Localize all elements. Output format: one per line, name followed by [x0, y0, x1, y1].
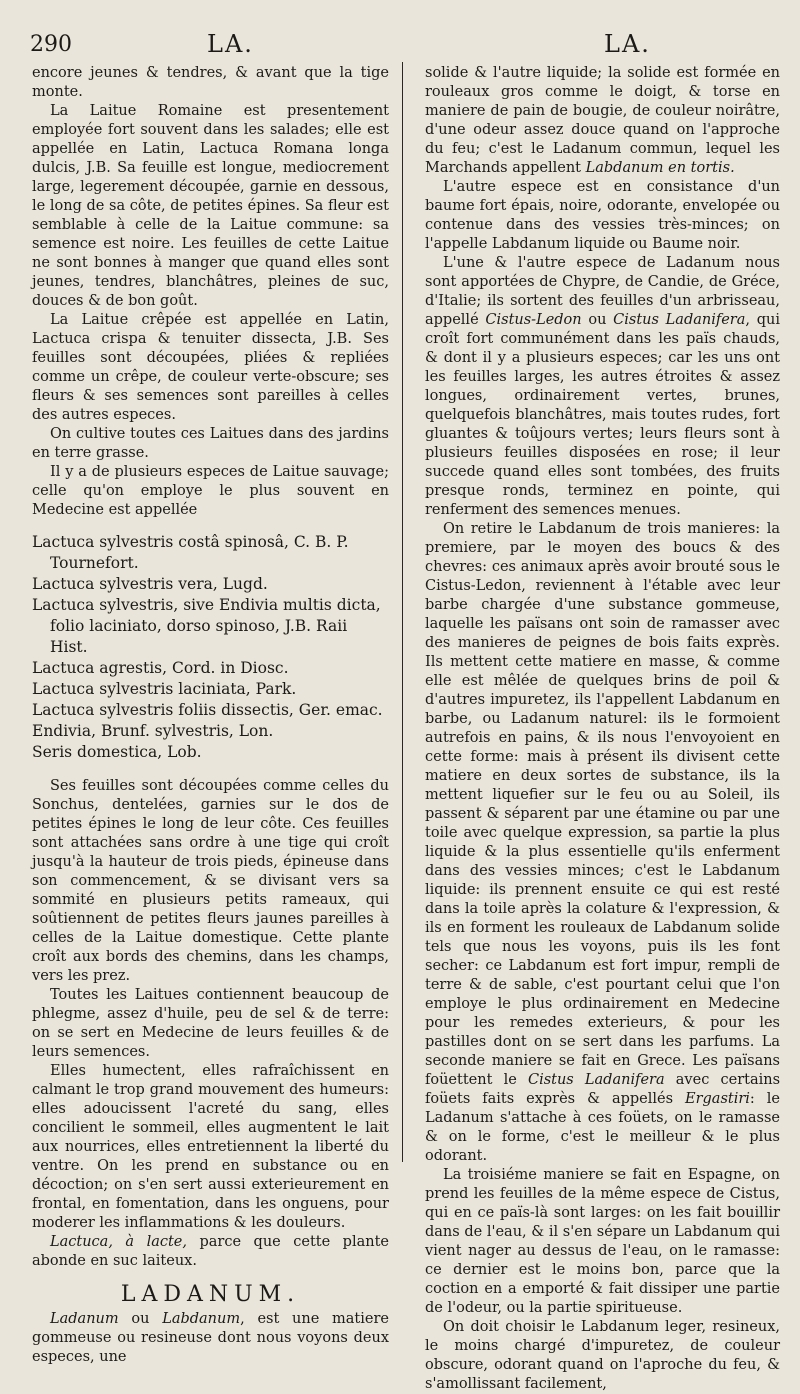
paragraph: Toutes les Laitues contiennent beaucoup de phlegme, assez d'huile, peu de sel & de terre: on se sert en Medecine de leurs feuilles & de leurs semences.: [32, 987, 389, 1060]
etymology-text: parce que cette plante abonde en suc laiteux.: [32, 1234, 389, 1269]
term-italic: Labdanum: [162, 1311, 241, 1327]
term-italic: Cistus Ladanifera: [613, 312, 746, 328]
synonym-latin: Lactuca sylvestris vera: [32, 575, 213, 593]
text-run: ou: [118, 1311, 163, 1327]
synonym-list: [32, 532, 389, 763]
term-italic: Cistus Ladanifera: [527, 1072, 665, 1088]
left-running-title: LA.: [207, 30, 254, 58]
synonym-entry: [32, 574, 389, 595]
text-run: L'une & l'autre espece de Ladanum nous sont apportées de Chypre, de Candie, de Gréce, d'Italie; ils sortent des feuilles d'un arbrisseau, appellé: [425, 255, 780, 328]
synonym-latin: Lactuca sylvestris foliis dissectis: [32, 701, 289, 719]
paragraph: La Laitue crêpée est appellée en Latin, Lactuca crispa & tenuiter dissecta, J.B. Ses feuilles sont découpées, pliées & repliées comme un crêpe, de couleur verte-obscure; ses fleurs & ses semences sont pareilles à celles des autres especes.: [32, 312, 389, 423]
synonym-latin: Lactuca sylvestris, sive Endivia multis dicta, folio laciniato, dorso spinoso: [32, 596, 381, 635]
paragraph: [425, 64, 780, 178]
synonym-latin: Seris domestica: [32, 743, 158, 761]
term-italic: Ladanum: [50, 1311, 119, 1327]
paragraph: [32, 1310, 389, 1367]
right-running-title: LA.: [604, 30, 651, 58]
paragraph: La troisiéme maniere se fait en Espagne, on prend les feuilles de la même espece de Cistus, qui en ce païs-là sont larges: on les fait bouillir dans de l'eau, & il s'en sépare un Labdanum qui vient nager au dessus de l'eau, on le ramasse: ce dernier est le moins bon, parce que la coction en a emporté & fait dissiper une partie de l'odeur, ou la partie spiritueuse.: [425, 1167, 780, 1316]
synonym-latin: Lactuca agrestis: [32, 659, 163, 677]
synonym-entry: [32, 742, 389, 763]
column-divider: [402, 62, 403, 1162]
synonym-latin: Endivia: [32, 722, 92, 740]
paragraph: La Laitue Romaine est presentement employée fort souvent dans les salades; elle est appellée en Latin, Lactuca Romana longa dulcis, J.B. Sa feuille est longue, mediocrement large, legerement découpée, garnie en dessous, le long de sa côte, de petites épines. Sa fleur est semblable à celle de la Laitue commune: sa semence est noire. Les feuilles de cette Laitue ne sont bonnes à manger que quand elles sont jeunes, tendres, blanchâtres, pleines de suc, douces & de bon goût.: [32, 103, 389, 309]
synonym-latin: Lactuca sylvestris laciniata: [32, 680, 246, 698]
page-number: 290: [30, 32, 72, 57]
text-run: ou: [581, 312, 614, 328]
term-italic: Labdanum en tortis.: [585, 160, 735, 176]
section-heading: LADANUM.: [120, 1282, 301, 1307]
synonym-reference: , Lob.: [157, 743, 202, 761]
left-column: [32, 64, 389, 1367]
synonym-entry: [32, 700, 389, 721]
paragraph: Il y a de plusieurs especes de Laitue sauvage; celle qu'on employe le plus souvent en Medecine est appellée: [32, 464, 389, 518]
running-header: [0, 30, 800, 64]
etymology-italic: Lactuca, à lacte,: [50, 1234, 187, 1250]
text-run: , qui croît fort communément dans les païs chauds, & dont il y a plusieurs especes; car les uns ont les feuilles larges, les autres étroites & assez longues, ordinairement vertes, brunes, quelquefois blanchâtres, mais toutes rudes, fort gluantes & toûjours vertes; leurs fleurs sont à plusieurs feuilles disposées en rose; il leur succede quand elles sont tombées, des fruits presque ronds, terminez en pointe, qui renferment des semences menues.: [425, 312, 780, 518]
synonym-entry: [32, 679, 389, 700]
synonym-entry: [32, 658, 389, 679]
synonym-reference: , Cord. in Diosc.: [162, 659, 289, 677]
paragraph: [425, 520, 780, 1166]
synonym-reference: , Brunf. sylvestris, Lon.: [91, 722, 274, 740]
paragraph: L'autre espece est en consistance d'un baume fort épais, noire, odorante, envelopée ou contenue dans des vessies très-minces; on l'appelle Labdanum liquide ou Baume noir.: [425, 179, 780, 252]
right-column: [425, 64, 780, 1394]
synonym-reference: , J.B. Raii Hist.: [50, 617, 348, 656]
text-run: On retire le Labdanum de trois manieres: la premiere, par le moyen des boucs & des chevres: ces animaux après avoir brouté sous le Cistus-Ledon, reviennent à l'étable avec leur barbe chargée d'une substance gommeuse, laquelle les païsans ont soin de ramasser avec des manieres de peignes de bois faits exprès. Ils mettent cette matiere en masse, & comme elle est mêlée de quelques brins de poil & d'autres impuretez, ils l'appellent Labdanum en barbe, ou Ladanum naturel: ils le formoient autrefois en pains, & ils nous l'envoyoient en cette forme: mais à présent ils divisent cette matiere en deux sortes de substance, ils la mettent liquefier sur le feu ou au Soleil, ils passent & séparent par une étamine ou par une toile avec quelque expression, sa partie la plus liquide & la plus essentielle qu'ils enferment dans des vessies minces; c'est le Labdanum liquide: ils prennent ensuite ce qui est resté dans la toile après la colature & l'expression, & ils en forment les rouleaux de Labdanum solide tels que nous les voyons, puis ils les font secher: ce Labdanum est fort impur, rempli de terre & de sable, c'est pourtant celui que l'on employe le plus ordinairement en Medecine pour les remedes exterieurs, & pour les pastilles dont on se sert dans les parfums. La seconde maniere se fait en Grece. Les païsans foüettent le: [425, 521, 780, 1088]
synonym-reference: , C. B. P. Tournefort.: [50, 533, 349, 572]
paragraph: Elles humectent, elles rafraîchissent en calmant le trop grand mouvement des humeurs: elles adoucissent l'acreté du sang, elles concilient le sommeil, elles augmentent le lait aux nourrices, elles entretiennent la liberté du ventre. On les prend en substance ou en décoction; on s'en sert aussi exterieurement en frontal, en fomentation, dans les onguens, pour moderer les inflammations & les douleurs.: [32, 1063, 389, 1231]
synonym-entry: [32, 532, 389, 574]
text-run: solide & l'autre liquide; la solide est formée en rouleaux gros comme le doigt, & torse en maniere de pain de bougie, de couleur noirâtre, d'une odeur assez douce quand on l'approche du feu; c'est le Ladanum commun, lequel les Marchands appellent: [425, 65, 780, 176]
synonym-reference: , Park.: [245, 680, 297, 698]
synonym-entry: [32, 721, 389, 742]
text-run: avec certains foüets faits exprès & appellés: [425, 1072, 781, 1107]
paragraph: On cultive toutes ces Laitues dans des jardins en terre grasse.: [32, 426, 389, 461]
paragraph: [32, 1233, 389, 1271]
synonym-entry: [32, 595, 389, 658]
term-italic: Ergastiri: [685, 1091, 750, 1107]
text-run: : le Ladanum s'attache à ces foüets, on le ramasse & on le forme, c'est le meilleur & le plus odorant.: [425, 1091, 780, 1164]
paragraph: Ses feuilles sont découpées comme celles du Sonchus, dentelées, garnies sur le dos de petites épines le long de leur côte. Ces feuilles sont attachées sans ordre à une tige qui croît jusqu'à la hauteur de trois pieds, épineuse dans son commencement, & se divisant vers sa sommité en plusieurs petits rameaux, qui soûtiennent de petites fleurs jaunes pareilles à celles de la Laitue domestique. Cette plante croît aux bords des chemins, dans les champs, vers les prez.: [32, 778, 389, 984]
paragraph: On doit choisir le Labdanum leger, resineux, le moins chargé d'impuretez, de couleur obscure, odorant quand on l'aproche du feu, & s'amollissant facilement,: [425, 1319, 780, 1392]
synonym-reference: , Ger. emac.: [288, 701, 383, 719]
synonym-reference: , Lugd.: [212, 575, 268, 593]
term-italic: Cistus-Ledon: [485, 312, 582, 328]
paragraph: encore jeunes & tendres, & avant que la tige monte.: [32, 65, 389, 100]
text-run: , est une matiere gommeuse ou resineuse dont nous voyons deux especes, une: [32, 1311, 389, 1365]
paragraph: [425, 254, 780, 520]
synonym-latin: Lactuca sylvestris costâ spinosâ: [32, 533, 285, 551]
